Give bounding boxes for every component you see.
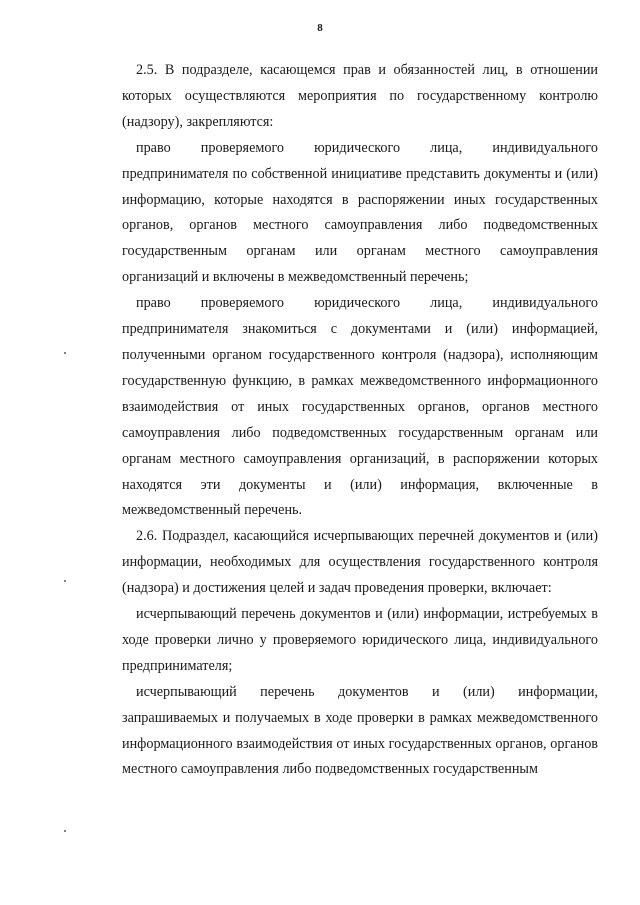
paragraph-2-6: 2.6. Подраздел, касающийся исчерпывающих перечней документов и (или) информации, необходимых для осуществления государственного контроля (надзора) и достижения целей и задач проведения проверки, включает: (122, 528, 598, 597)
scan-speck (64, 580, 66, 582)
document-body (122, 58, 598, 783)
page-number: 8 (317, 22, 323, 34)
paragraph-right-review-documents: право проверяемого юридического лица, индивидуального предпринимателя знакомиться с документами и (или) информацией, полученными органом государственного контроля (надзора), исполняющим государственную функцию, в рамках межведомственного информационного взаимодействия от иных государственных органов, органов местного самоуправления либо подведомственных государственным органам или органам местного самоуправления организаций, в распоряжении которых находятся эти документы и (или) информация, включенные в межведомственный перечень. (122, 295, 598, 519)
scan-speck (64, 352, 66, 354)
scan-speck (64, 830, 66, 832)
paragraph-list-requested-in-person: исчерпывающий перечень документов и (или) информации, истребуемых в ходе проверки лично у проверяемого юридического лица, индивидуального предпринимателя; (122, 606, 598, 674)
paragraph-right-provide-documents: право проверяемого юридического лица, индивидуального предпринимателя по собственной инициативе представить документы и (или) информацию, которые находятся в распоряжении иных государственных органов, органов местного самоуправления либо подведомственных государственным органам или органам местного самоуправления организаций и включены в межведомственный перечень; (122, 139, 598, 286)
paragraph-2-5: 2.5. В подразделе, касающемся прав и обязанностей лиц, в отношении которых осуществляются мероприятия по государственному контролю (надзору), закрепляются: (122, 62, 598, 130)
paragraph-list-interagency: исчерпывающий перечень документов и (или) информации, запрашиваемых и получаемых в ходе проверки в рамках межведомственного информационного взаимодействия от иных государственных органов, органов местного самоуправления либо подведомственных государственным (122, 683, 598, 778)
